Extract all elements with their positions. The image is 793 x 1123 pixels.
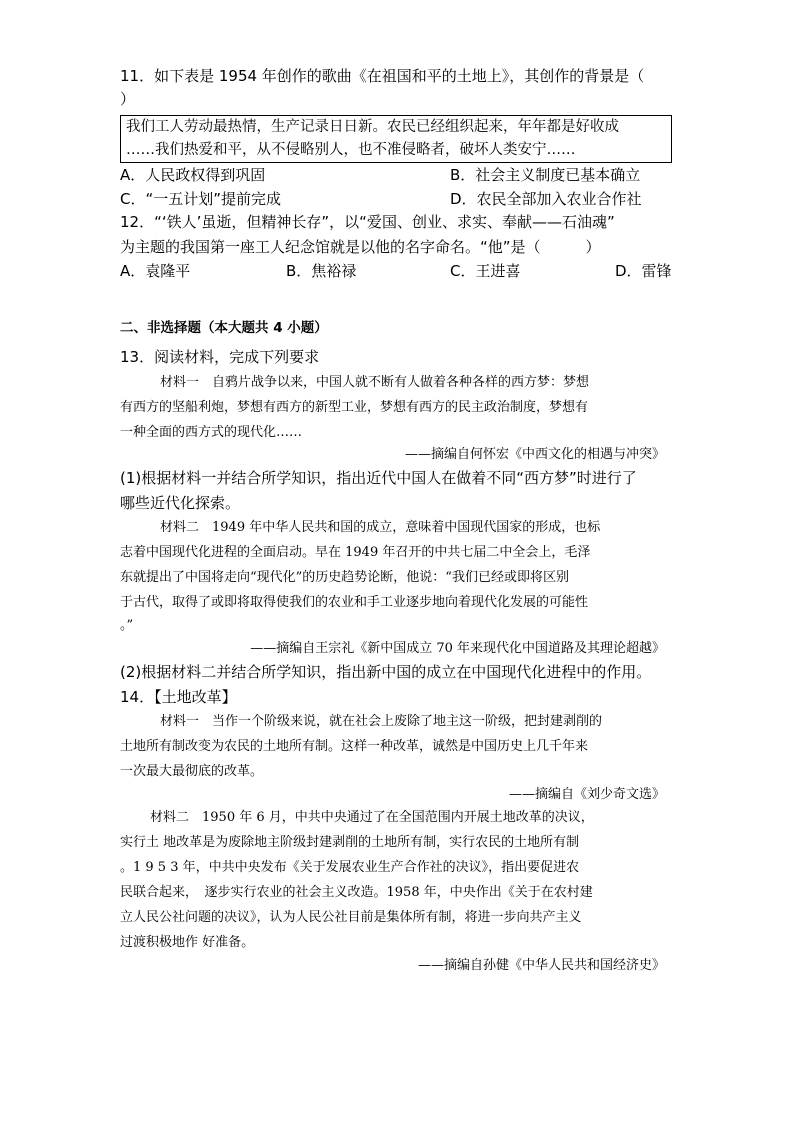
q11-option-d[interactable]: D．农民全部加入农业合作社	[450, 190, 642, 208]
q14-stem: 14．【土地改革】	[120, 688, 237, 706]
q12-option-a[interactable]: A．袁隆平	[120, 262, 191, 280]
q11-option-b[interactable]: B．社会主义制度已基本确立	[450, 166, 641, 184]
q14-material2-line1: 材料二 1950 年 6 月，中共中央通过了在全国范围内开展土地改革的决议，	[150, 810, 594, 825]
q11-stem-line1: 11．如下表是 1954 年创作的歌曲《在祖国和平的土地上》，其创作的背景是（	[120, 67, 645, 85]
q13-material1-line3: 一种全面的西方式的现代化……	[120, 425, 303, 440]
q11-lyrics-line2: ……我们热爱和平，从不侵略别人，也不准侵略者，破坏人类安宁……	[126, 142, 576, 158]
q11-lyrics-line1: 我们工人劳动最热情，生产记录日日新。农民已经组织起来，年年都是好收成	[126, 119, 619, 135]
q14-material1-line1: 材料一 当作一个阶级来说，就在社会上废除了地主这一阶级，把封建剥削的	[160, 714, 603, 729]
q11-option-a[interactable]: A．人民政权得到巩固	[120, 166, 266, 184]
q13-material1-line1: 材料一 自鸦片战争以来，中国人就不断有人做着各种各样的西方梦：梦想	[160, 375, 590, 390]
q14-material2-line3: 。1 9 5 3 年，中共中央发布《关于发展农业生产合作社的决议》，指出要促进农	[120, 860, 580, 875]
q12-stem-line2: 为主题的我国第一座工人纪念馆就是以他的名字命名。“他”是（ ）	[120, 238, 601, 256]
q14-material2-source: ——摘编自孙健《中华人民共和国经济史》	[417, 958, 665, 973]
q13-material2-line5: 。”	[120, 618, 134, 633]
q13-material2-line1: 材料二 1949 年中华人民共和国的成立，意味着中国现代国家的形成，也标	[160, 520, 601, 535]
q13-ask1-line2: 哪些近代化探索。	[120, 494, 241, 512]
q14-material1-source: ——摘编自《刘少奇文选》	[508, 787, 665, 802]
q14-material1-line3: 一次最大最彻底的改革。	[120, 764, 264, 779]
q13-ask2: (2)根据材料二并结合所学知识，指出新中国的成立在中国现代化进程中的作用。	[120, 663, 652, 681]
q13-material2-line3: 东就提出了中国将走向“现代化”的历史趋势论断，他说：“我们已经或即将区别	[120, 570, 569, 585]
q14-material1-line2: 土地所有制改变为农民的土地所有制。这样一种改革，诚然是中国历史上几千年来	[120, 739, 589, 754]
q13-material1-line2: 有西方的坚船利炮，梦想有西方的新型工业，梦想有西方的民主政治制度，梦想有	[120, 400, 589, 415]
q12-option-b[interactable]: B．焦裕禄	[286, 262, 357, 280]
q11-option-c[interactable]: C．“一五计划”提前完成	[120, 190, 282, 208]
q13-material2-line4: 于古代，取得了或即将取得使我们的农业和手工业逐步地向着现代化发展的可能性	[120, 595, 589, 610]
q14-material2-line5: 立人民公社问题的决议》，认为人民公社目前是集体所有制，将进一步向共产主义	[120, 910, 582, 925]
section-title: 二、非选择题（本大题共 4 小题）	[120, 320, 328, 336]
q14-material2-line2: 实行土 地改革是为废除地主阶级封建剥削的土地所有制，实行农民的土地所有制	[120, 835, 580, 850]
q12-stem-line1: 12．“‘铁人’虽逝，但精神长存”，以“爱国、创业、求实、奉献——石油魂”	[120, 213, 615, 231]
q12-option-c[interactable]: C．王进喜	[450, 262, 521, 280]
q14-material2-line6: 过渡积极地作 好准备。	[120, 935, 255, 950]
q13-material2-line2: 志着中国现代化进程的全面启动。早在 1949 年召开的中共七届二中全会上，毛泽	[120, 545, 591, 560]
q14-material2-line4: 民联合起来， 逐步实行农业的社会主义改造。1958 年，中央作出《关于在农村建	[120, 885, 593, 900]
q13-material2-source: ——摘编自王宗礼《新中国成立 70 年来现代化中国道路及其理论超越》	[250, 641, 665, 656]
q13-stem: 13．阅读材料，完成下列要求	[120, 348, 320, 366]
q11-stem-line2: ）	[120, 90, 136, 108]
q12-option-d[interactable]: D．雷锋	[615, 262, 672, 280]
q13-ask1-line1: (1)根据材料一并结合所学知识，指出近代中国人在做着不同“西方梦”时进行了	[120, 469, 637, 487]
q13-material1-source: ——摘编自何怀宏《中西文化的相遇与冲突》	[404, 447, 665, 462]
